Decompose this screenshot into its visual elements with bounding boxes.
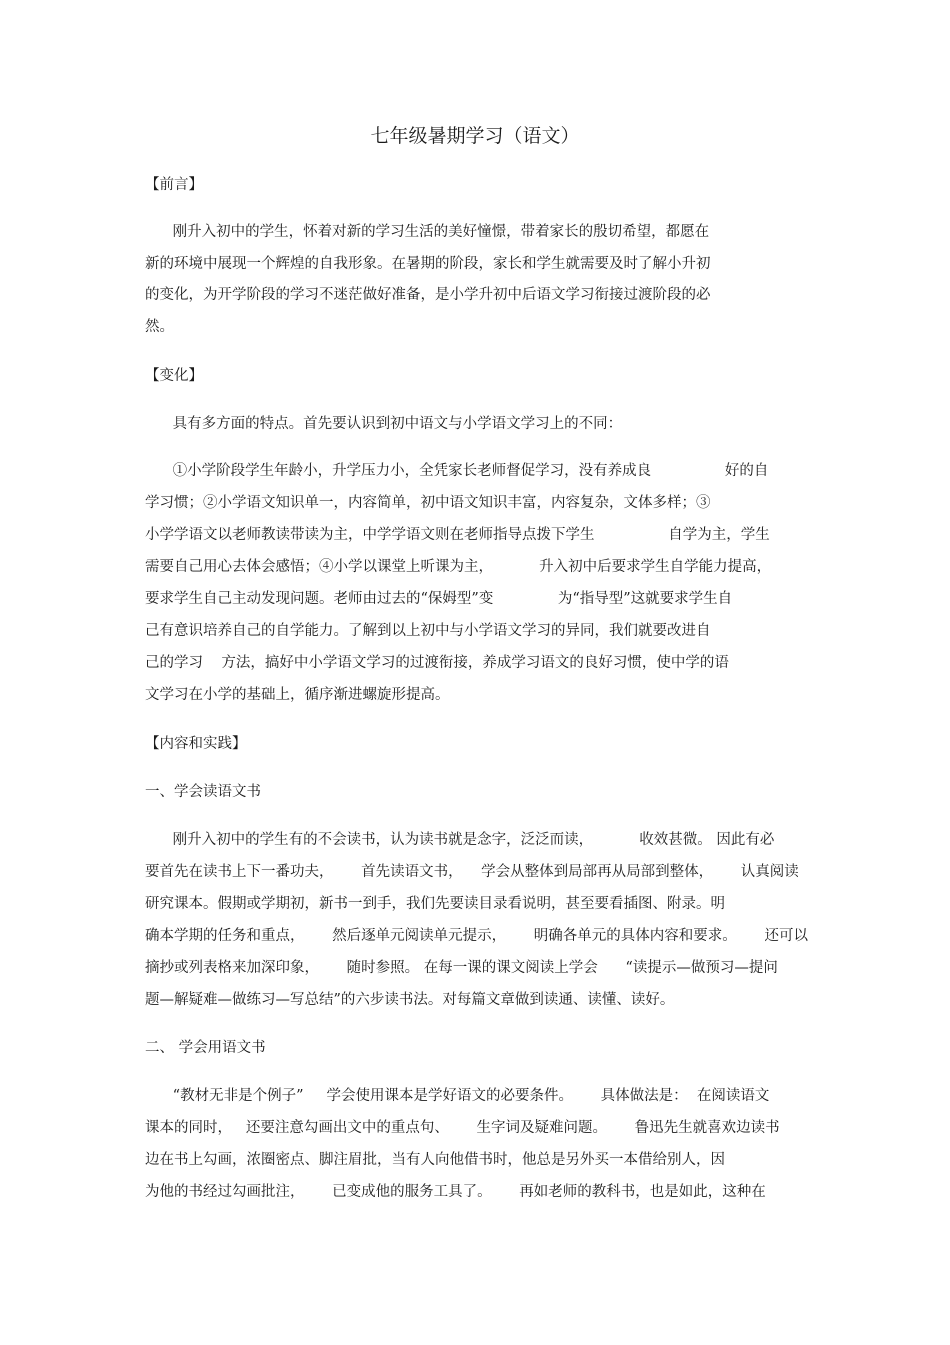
paragraph-line: 确本学期的任务和重点， 然后逐单元阅读单元提示， 明确各单元的具体内容和要求。 还可以	[145, 928, 808, 944]
paragraph-line: 学习惯；②小学语文知识单一，内容简单，初中语文知识丰富，内容复杂，文体多样；③	[145, 495, 711, 511]
paragraph-line: 课本的同时， 还要注意勾画出文中的重点句、 生字词及疑难问题。 鲁迅先生就喜欢边读书	[145, 1120, 780, 1136]
paragraph-line: 刚升入初中的学生，怀着对新的学习生活的美好憧憬，带着家长的殷切希望，都愿在	[145, 224, 710, 240]
paragraph-line: 的变化，为开学阶段的学习不迷茫做好准备，是小学升初中后语文学习衔接过渡阶段的必	[145, 287, 711, 303]
paragraph-line: 边在书上勾画，浓圈密点、脚注眉批，当有人向他借书时，他总是另外买一本借给别人，因	[145, 1152, 725, 1168]
subsection-heading: 二、 学会用语文书	[145, 1040, 266, 1056]
paragraph-line: 要首先在读书上下一番功夫， 首先读语文书， 学会从整体到局部再从局部到整体， 认真阅读	[145, 864, 799, 880]
paragraph-line: 新的环境中展现一个辉煌的自我形象。在暑期的阶段，家长和学生就需要及时了解小升初	[145, 256, 711, 272]
paragraph-line: 具有多方面的特点。首先要认识到初中语文与小学语文学习上的不同：	[145, 416, 623, 432]
paragraph-line: 需要自己用心去体会感悟；④小学以课堂上听课为主， 升入初中后要求学生自学能力提高，	[145, 559, 772, 575]
document-title: 七年级暑期学习（语文）	[370, 125, 580, 147]
paragraph-line: 刚升入初中的学生有的不会读书，认为读书就是念字，泛泛而读， 收效甚微。 因此有必	[145, 832, 775, 848]
paragraph-line: 摘抄或列表格来加深印象， 随时参照。 在每一课的课文阅读上学会 “读提示—做预习—提问	[145, 960, 778, 976]
paragraph-line: 要求学生自己主动发现问题。老师由过去的“保姆型”变 为“指导型”这就要求学生自	[145, 591, 733, 607]
paragraph-line: 研究课本。假期或学期初，新书一到手，我们先要读目录看说明，甚至要看插图、附录。明	[145, 896, 725, 912]
paragraph-line: 小学学语文以老师教读带读为主，中学学语文则在老师指导点拨下学生 自学为主，学生	[145, 527, 770, 543]
paragraph-line: 文学习在小学的基础上，循序渐进螺旋形提高。	[145, 687, 450, 703]
paragraph-line: 为他的书经过勾画批注， 已变成他的服务工具了。 再如老师的教科书，也是如此，这种在	[145, 1184, 766, 1200]
paragraph-line: 然。	[145, 319, 174, 335]
paragraph-line: “教材无非是个例子” 学会使用课本是学好语文的必要条件。 具体做法是： 在阅读语文	[145, 1088, 770, 1104]
section-heading-preface: 【前言】	[145, 177, 203, 193]
paragraph-line: 己有意识培养自己的自学能力。了解到以上初中与小学语文学习的异同，我们就要改进自	[145, 623, 711, 639]
section-heading-change: 【变化】	[145, 368, 203, 384]
paragraph-line: 己的学习 方法，搞好中小学语文学习的过渡衔接，养成学习语文的良好习惯，使中学的语	[145, 655, 729, 671]
paragraph-line: 题—解疑难—做练习—写总结”的六步读书法。对每篇文章做到读通、读懂、读好。	[145, 992, 675, 1008]
paragraph-line: ①小学阶段学生年龄小，升学压力小，全凭家长老师督促学习，没有养成良 好的自	[145, 463, 769, 479]
section-heading-content: 【内容和实践】	[145, 736, 247, 752]
subsection-heading: 一、学会读语文书	[145, 784, 261, 800]
